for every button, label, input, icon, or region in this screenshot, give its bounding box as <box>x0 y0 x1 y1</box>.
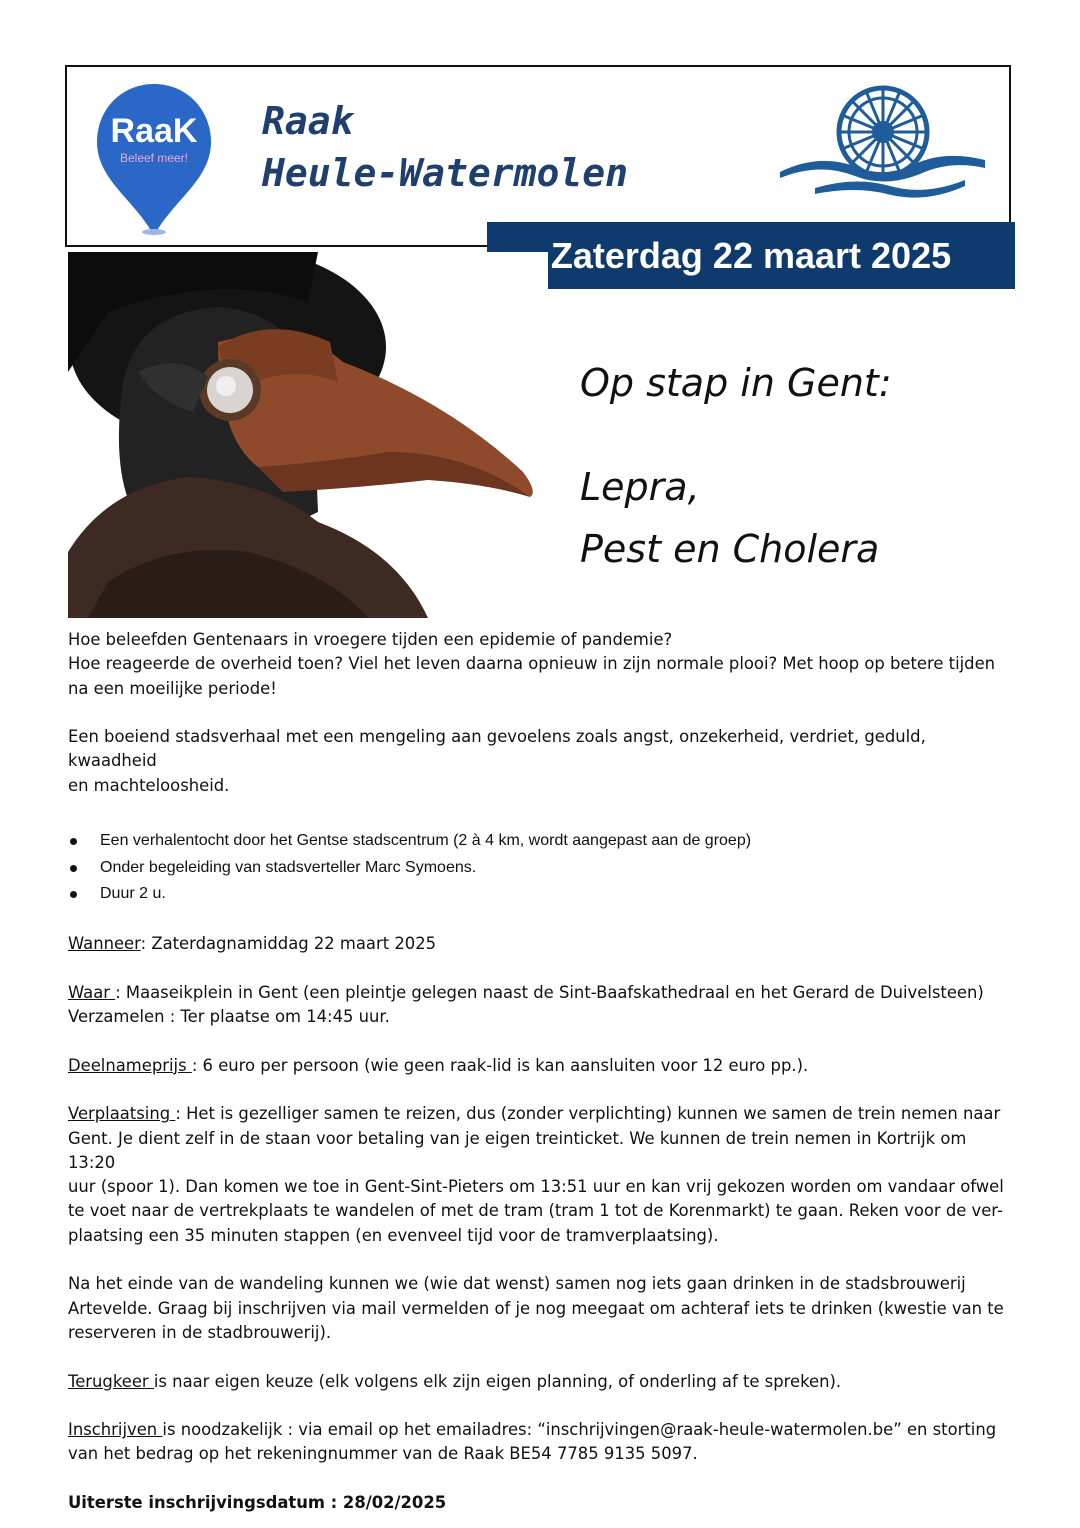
logo-text: RaaK <box>110 112 198 150</box>
event-title-line2: Lepra, <box>580 465 700 509</box>
when-value: : Zaterdagnamiddag 22 maart 2025 <box>140 934 437 954</box>
return-value: is naar eigen keuze (elk volgens elk zijn eigen planning, of onderling af te spreken). <box>153 1371 842 1391</box>
travel-line: Gent. Je dient zelf in de staan voor betaling van je eigen treinticket. We kunnen de trein nemen in Kortrijk om 13:20 <box>68 1128 967 1172</box>
travel-line: te voet naar de vertrekplaats te wandelen of met de tram (tram 1 tot de Korenmarkt) te gaan. Reken voor de ver- <box>68 1201 1003 1221</box>
where-value: : Maaseikplein in Gent (een pleintje gelegen naast de Sint-Baafskathedraal en het Gerard de Duivelsteen) <box>115 982 984 1002</box>
list-item-text: Onder begeleiding van stadsverteller Marc Symoens. <box>100 858 477 876</box>
organization-name <box>262 95 628 199</box>
when-label: Wanneer <box>68 934 141 954</box>
event-title-line1: Op stap in Gent: <box>580 361 892 405</box>
afterwards-line: Na het einde van de wandeling kunnen we (wie dat wenst) samen nog iets gaan drinken in de stadsbrouwerij <box>68 1274 966 1294</box>
logo-tagline: Beleef meer! <box>119 151 189 165</box>
bullet-icon <box>70 891 77 898</box>
price-label: Deelnameprijs <box>68 1055 192 1075</box>
description-line: Een boeiend stadsverhaal met een mengeling aan gevoelens zoals angst, onzekerheid, verdriet, geduld, kwaadheid <box>68 727 926 771</box>
org-name-line2: Heule-Watermolen <box>262 151 629 195</box>
highlights-list <box>68 828 1018 908</box>
event-title-line3: Pest en Cholera <box>580 527 880 571</box>
watermill-wheel-icon <box>775 80 990 205</box>
travel-line: plaatsing een 35 minuten stappen (en evenveel tijd voor de tramverplaatsing). <box>68 1225 719 1245</box>
registration-line <box>68 1418 1018 1442</box>
travel-line: uur (spoor 1). Dan komen we toe in Gent-Sint-Pieters om 13:51 uur en kan vrij gekozen worden om vandaar ofwel <box>68 1177 1004 1197</box>
price-value: : 6 euro per persoon (wie geen raak-lid is kan aansluiten voor 12 euro pp.). <box>191 1055 809 1075</box>
intro-line: Hoe beleefden Gentenaars in vroegere tijden een epidemie of pandemie? <box>68 630 673 649</box>
afterwards-line: reserveren in de stadbrouwerij). <box>68 1322 332 1342</box>
date-banner: Zaterdag 22 maart 2025 <box>487 222 1015 289</box>
when-line <box>68 932 1018 956</box>
registration-label: Inschrijven <box>68 1420 163 1440</box>
description-line: en machteloosheid. <box>68 775 230 795</box>
plague-doctor-photo <box>68 252 548 618</box>
registration-value: is noodzakelijk : via email op het emailadres: “inschrijvingen@raak-heule-watermolen.be” en storting <box>162 1420 997 1440</box>
return-line <box>68 1370 1018 1394</box>
return-label: Terugkeer <box>68 1371 154 1391</box>
event-description <box>68 628 1018 1515</box>
list-item <box>68 881 1018 908</box>
event-title <box>580 352 1020 580</box>
registration-deadline: Uiterste inschrijvingsdatum : 28/02/2025 <box>68 1493 447 1512</box>
where-label: Waar <box>68 982 116 1002</box>
travel-label: Verplaatsing <box>68 1104 176 1124</box>
afterwards-line: Artevelde. Graag bij inschrijven via mail vermelden of je nog meegaat om achteraf iets te drinken (kwestie van te <box>68 1298 1004 1318</box>
where-line <box>68 981 1018 1005</box>
intro-line: Hoe reageerde de overheid toen? Viel het leven daarna opnieuw in zijn normale plooi? Met hoop op betere tijden <box>68 654 996 674</box>
registration-line: van het bedrag op het rekeningnummer van de Raak BE54 7785 9135 5097. <box>68 1444 698 1464</box>
list-item-text: Een verhalentocht door het Gentse stadscentrum (2 à 4 km, wordt aangepast aan de groep) <box>100 832 752 850</box>
list-item-text: Duur 2 u. <box>100 885 166 903</box>
price-line <box>68 1054 1018 1078</box>
list-item <box>68 855 1018 882</box>
meeting-time: Verzamelen : Ter plaatse om 14:45 uur. <box>68 1007 390 1027</box>
bullet-icon <box>70 865 77 872</box>
raak-logo <box>95 80 213 238</box>
org-name-line1: Raak <box>262 99 354 143</box>
intro-line: na een moeilijke periode! <box>68 678 277 698</box>
list-item <box>68 828 1018 855</box>
travel-line <box>68 1102 1018 1126</box>
travel-value: : Het is gezelliger samen te reizen, dus (zonder verplichting) kunnen we samen de trein nemen naar <box>175 1104 1001 1124</box>
bullet-icon <box>70 838 77 845</box>
